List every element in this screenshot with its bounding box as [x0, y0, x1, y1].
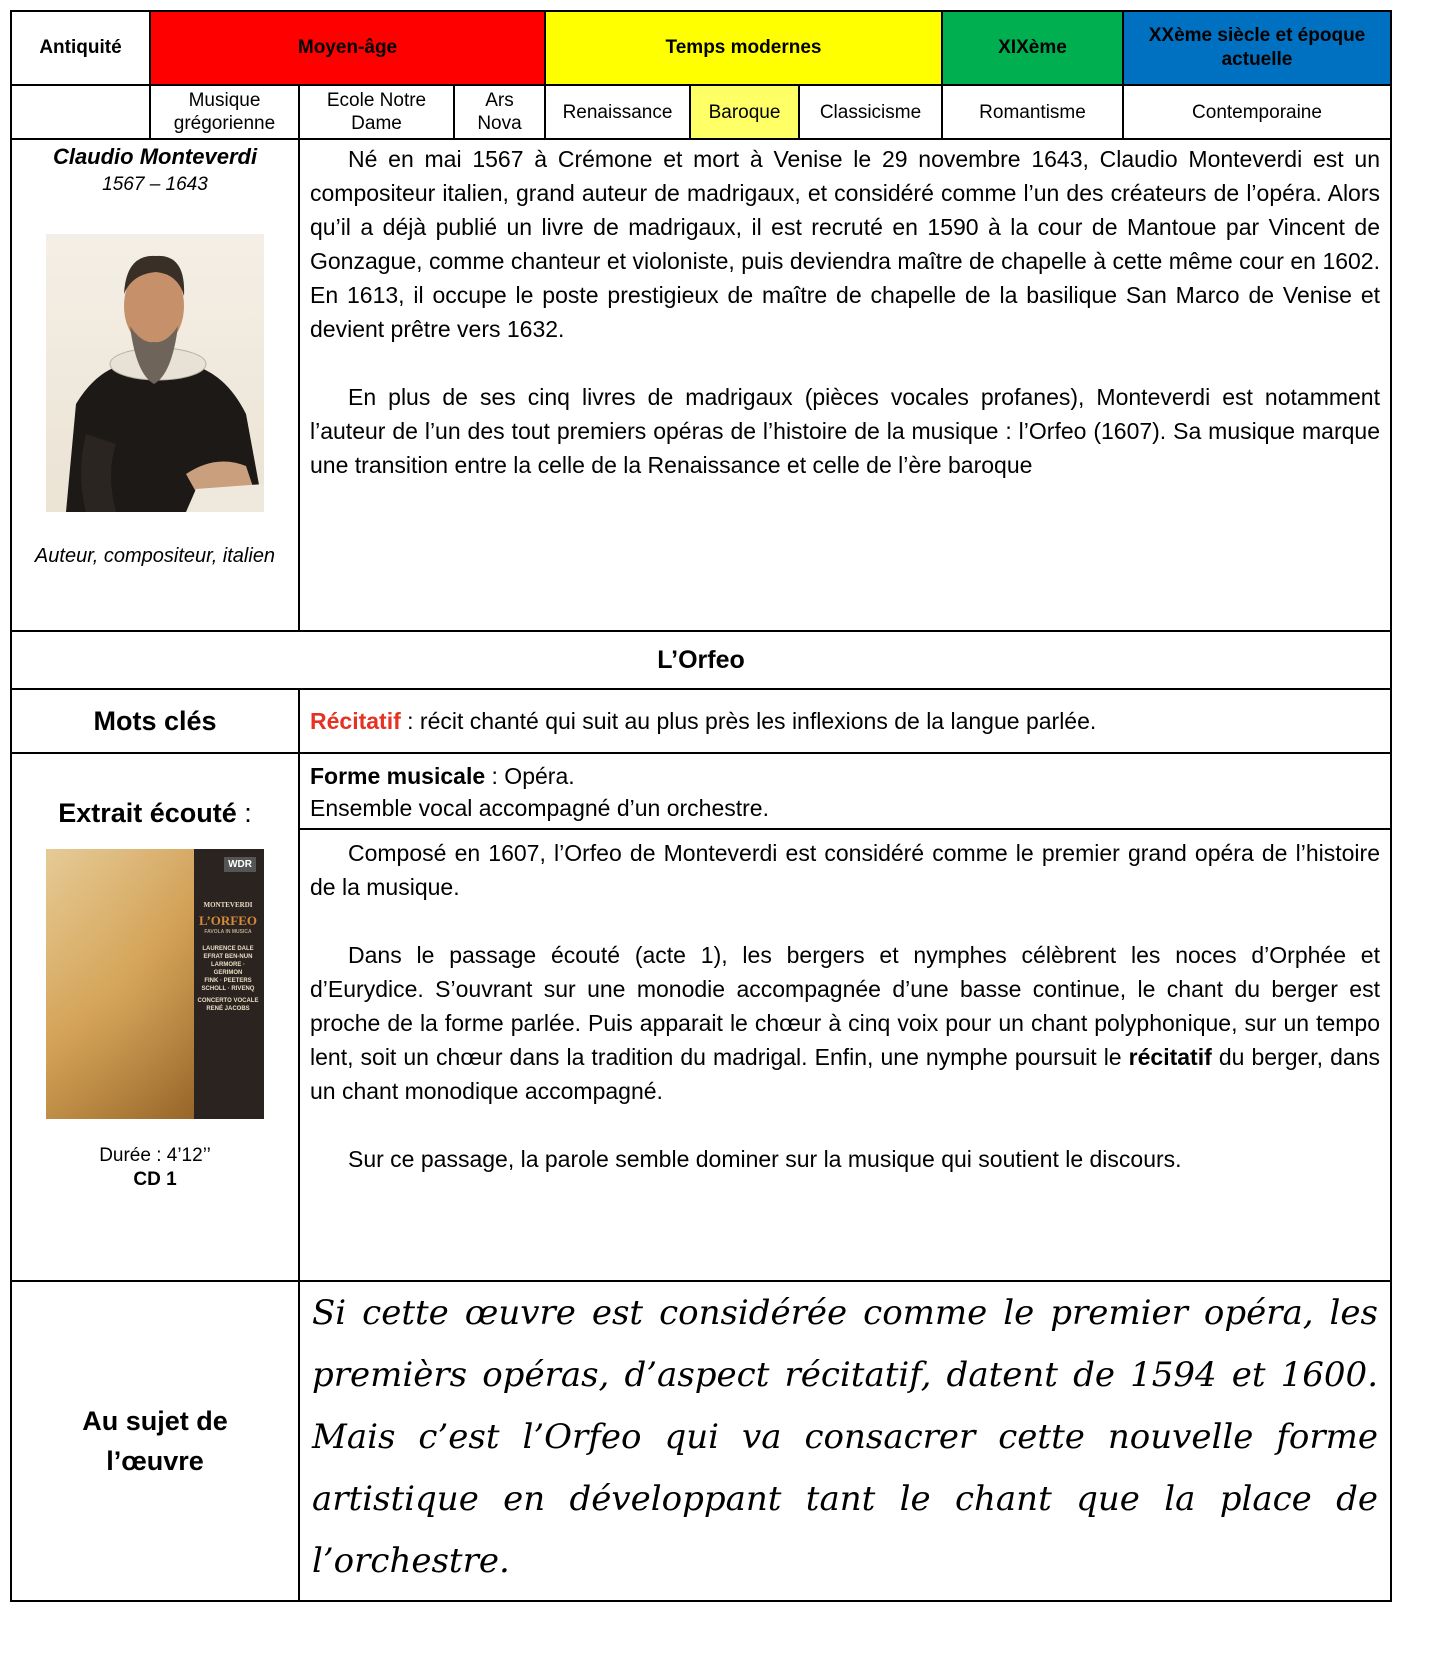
cd-cover-credit: SCHOLL · RIVENQ	[201, 986, 255, 992]
extract-paragraph-1: Composé en 1607, l’Orfeo de Monteverdi est considéré comme le premier grand opéra de l’histoire de la musique.	[310, 840, 1380, 900]
extract-cd: CD 1	[133, 1169, 177, 1190]
era-label: Antiquité	[39, 37, 122, 58]
bio-paragraph-2: En plus de ses cinq livres de madrigaux (pièces vocales profanes), Monteverdi est notamment l’auteur de l’un des tout premiers opéras de l’histoire de la musique : l’Orfeo (1607). Sa musique marque une transition entre la celle de la Renaissance et celle de l’ère baroque	[310, 384, 1380, 478]
cd-cover-composer: MONTEVERDI	[203, 901, 253, 909]
era-row	[11, 11, 1391, 85]
era-moyen-age	[150, 11, 545, 85]
sub-era-empty	[11, 85, 150, 139]
sub-era-romantisme	[942, 85, 1123, 139]
keywords-label: Mots clés	[11, 689, 299, 753]
work-title: L’Orfeo	[11, 631, 1391, 689]
form-value: : Opéra.	[485, 763, 575, 789]
sub-era-contemporaine	[1123, 85, 1391, 139]
extract-paragraph-2	[310, 938, 1380, 1108]
cd-cover-credit: LARMORE · GERIMON	[211, 962, 245, 976]
composer-name: Claudio Monteverdi	[52, 144, 258, 169]
extract-card	[11, 753, 299, 1281]
extract-paragraph-2-end: du berger, dans un chant monodique accompagné.	[310, 1044, 1381, 1104]
cd-cover-title: L’ORFEO	[198, 913, 258, 928]
form-row	[11, 753, 1391, 829]
cd-cover	[46, 849, 264, 1119]
composer-dates: 1567 – 1643	[102, 174, 208, 195]
bio-paragraph-1: Né en mai 1567 à Crémone et mort à Venise le 29 novembre 1643, Claudio Monteverdi est un compositeur italien, grand auteur de madrigaux, et considéré comme l’un des créateurs de l’opéra. Alors qu’il a déjà publié un livre de madrigaux, il est recruté en 1590 à la cour de Mantoue par Vincent de Gonzague, comme chanteur et violoniste, puis deviendra maître de chapelle à cette même cour en 1602. En 1613, il occupe le poste prestigieux de maître de chapelle de la basilique San Marco de Venise et devient prêtre vers 1632.	[310, 146, 1380, 342]
extract-label-text: Extrait écouté	[58, 798, 237, 828]
form-line	[310, 760, 1380, 792]
keyword-term: Récitatif	[310, 707, 401, 734]
ensemble-line: Ensemble vocal accompagné d’un orchestre.	[310, 795, 769, 821]
sub-era-row	[11, 85, 1391, 139]
sub-era-baroque	[690, 85, 799, 139]
spacer	[310, 1108, 1380, 1142]
cd-cover-credit: EFRAT BEN-NUN	[203, 954, 253, 960]
cd-cover-subtitle: FAVOLA IN MUSICA	[204, 929, 252, 935]
sub-era-renaissance	[545, 85, 690, 139]
main-table	[10, 10, 1392, 1602]
music-history-sheet	[10, 10, 1390, 1602]
sub-era-label: Classicisme	[819, 101, 922, 123]
sub-era-ars-nova	[454, 85, 545, 139]
spacer	[310, 346, 1380, 380]
sub-era-label: Baroque	[708, 101, 781, 123]
cd-cover-credits	[196, 945, 260, 1013]
cd-cover-ensemble: RENÉ JACOBS	[206, 1006, 250, 1012]
portrait-illustration	[46, 234, 264, 512]
keywords-content	[299, 689, 1391, 753]
keywords-row	[11, 689, 1391, 753]
cd-cover-label: WDR	[224, 857, 256, 872]
about-label: Au sujet de l’œuvre	[11, 1281, 299, 1601]
extract-label-suffix: :	[236, 798, 252, 828]
sub-era-label: Ecole Notre Dame	[326, 90, 427, 134]
era-label: XIXème	[998, 37, 1067, 58]
sub-era-notre-dame	[299, 85, 454, 139]
extract-paragraph-2-bold: récitatif	[1128, 1044, 1212, 1070]
composer-card	[11, 139, 299, 631]
extract-label	[12, 798, 298, 829]
era-xxeme	[1123, 11, 1391, 85]
era-label: Moyen-âge	[297, 37, 398, 58]
extract-paragraph-3: Sur ce passage, la parole semble dominer sur la musique qui soutient le discours.	[348, 1146, 1182, 1172]
extract-paragraph-2-text: Dans le passage écouté (acte 1), les bergers et nymphes célèbrent les noces d’Orphée et d’Eurydice. S’ouvrant sur une monodie accompagnée d’une basse continue, le chant du berger est proche de la forme parlée. Puis apparait le chœur à cinq voix pour un chant polyphonique, sur un tempo lent, soit un chœur dans la tradition du madrigal. Enfin, une nymphe poursuit le	[310, 942, 1380, 1070]
form-label: Forme musicale	[310, 763, 486, 789]
era-antiquite	[11, 11, 150, 85]
composer-row	[11, 139, 1391, 631]
form-info	[299, 753, 1391, 829]
cd-cover-art	[46, 849, 196, 1119]
cd-cover-credit: FINK · PEETERS	[204, 978, 252, 984]
about-text: Si cette œuvre est considérée comme le premier opéra, les premièrs opéras, d’aspect récitatif, datent de 1594 et 1600. Mais c’est l’Orfeo qui va consacrer cette nouvelle forme artistique en développant tant le chant que la place de l’orchestre.	[299, 1281, 1391, 1601]
sub-era-label: Renaissance	[562, 101, 673, 123]
sub-era-label: Musique grégorienne	[173, 90, 276, 134]
cd-cover-credit: LAURENCE DALE	[202, 946, 254, 952]
extract-description	[299, 829, 1391, 1281]
spacer	[310, 904, 1380, 938]
about-row	[11, 1281, 1391, 1601]
sub-era-label: Contemporaine	[1192, 101, 1322, 123]
composer-bio	[299, 139, 1391, 631]
work-title-row	[11, 631, 1391, 689]
sub-era-gregorien	[150, 85, 299, 139]
keyword-definition: : récit chanté qui suit au plus près les inflexions de la langue parlée.	[400, 707, 1097, 734]
composer-portrait	[46, 234, 264, 512]
sub-era-label: Romantisme	[979, 101, 1086, 123]
era-label: XXème siècle et époque actuelle	[1148, 25, 1366, 70]
era-label: Temps modernes	[665, 37, 822, 58]
era-temps-modernes	[545, 11, 942, 85]
era-xixeme	[942, 11, 1123, 85]
cd-cover-ensemble: CONCERTO VOCALE	[197, 998, 259, 1004]
sub-era-label: Ars Nova	[477, 90, 522, 134]
sub-era-classicisme	[799, 85, 942, 139]
composer-role: Auteur, compositeur, italien	[34, 545, 276, 567]
extract-duration: Durée : 4’12’’	[99, 1145, 211, 1166]
